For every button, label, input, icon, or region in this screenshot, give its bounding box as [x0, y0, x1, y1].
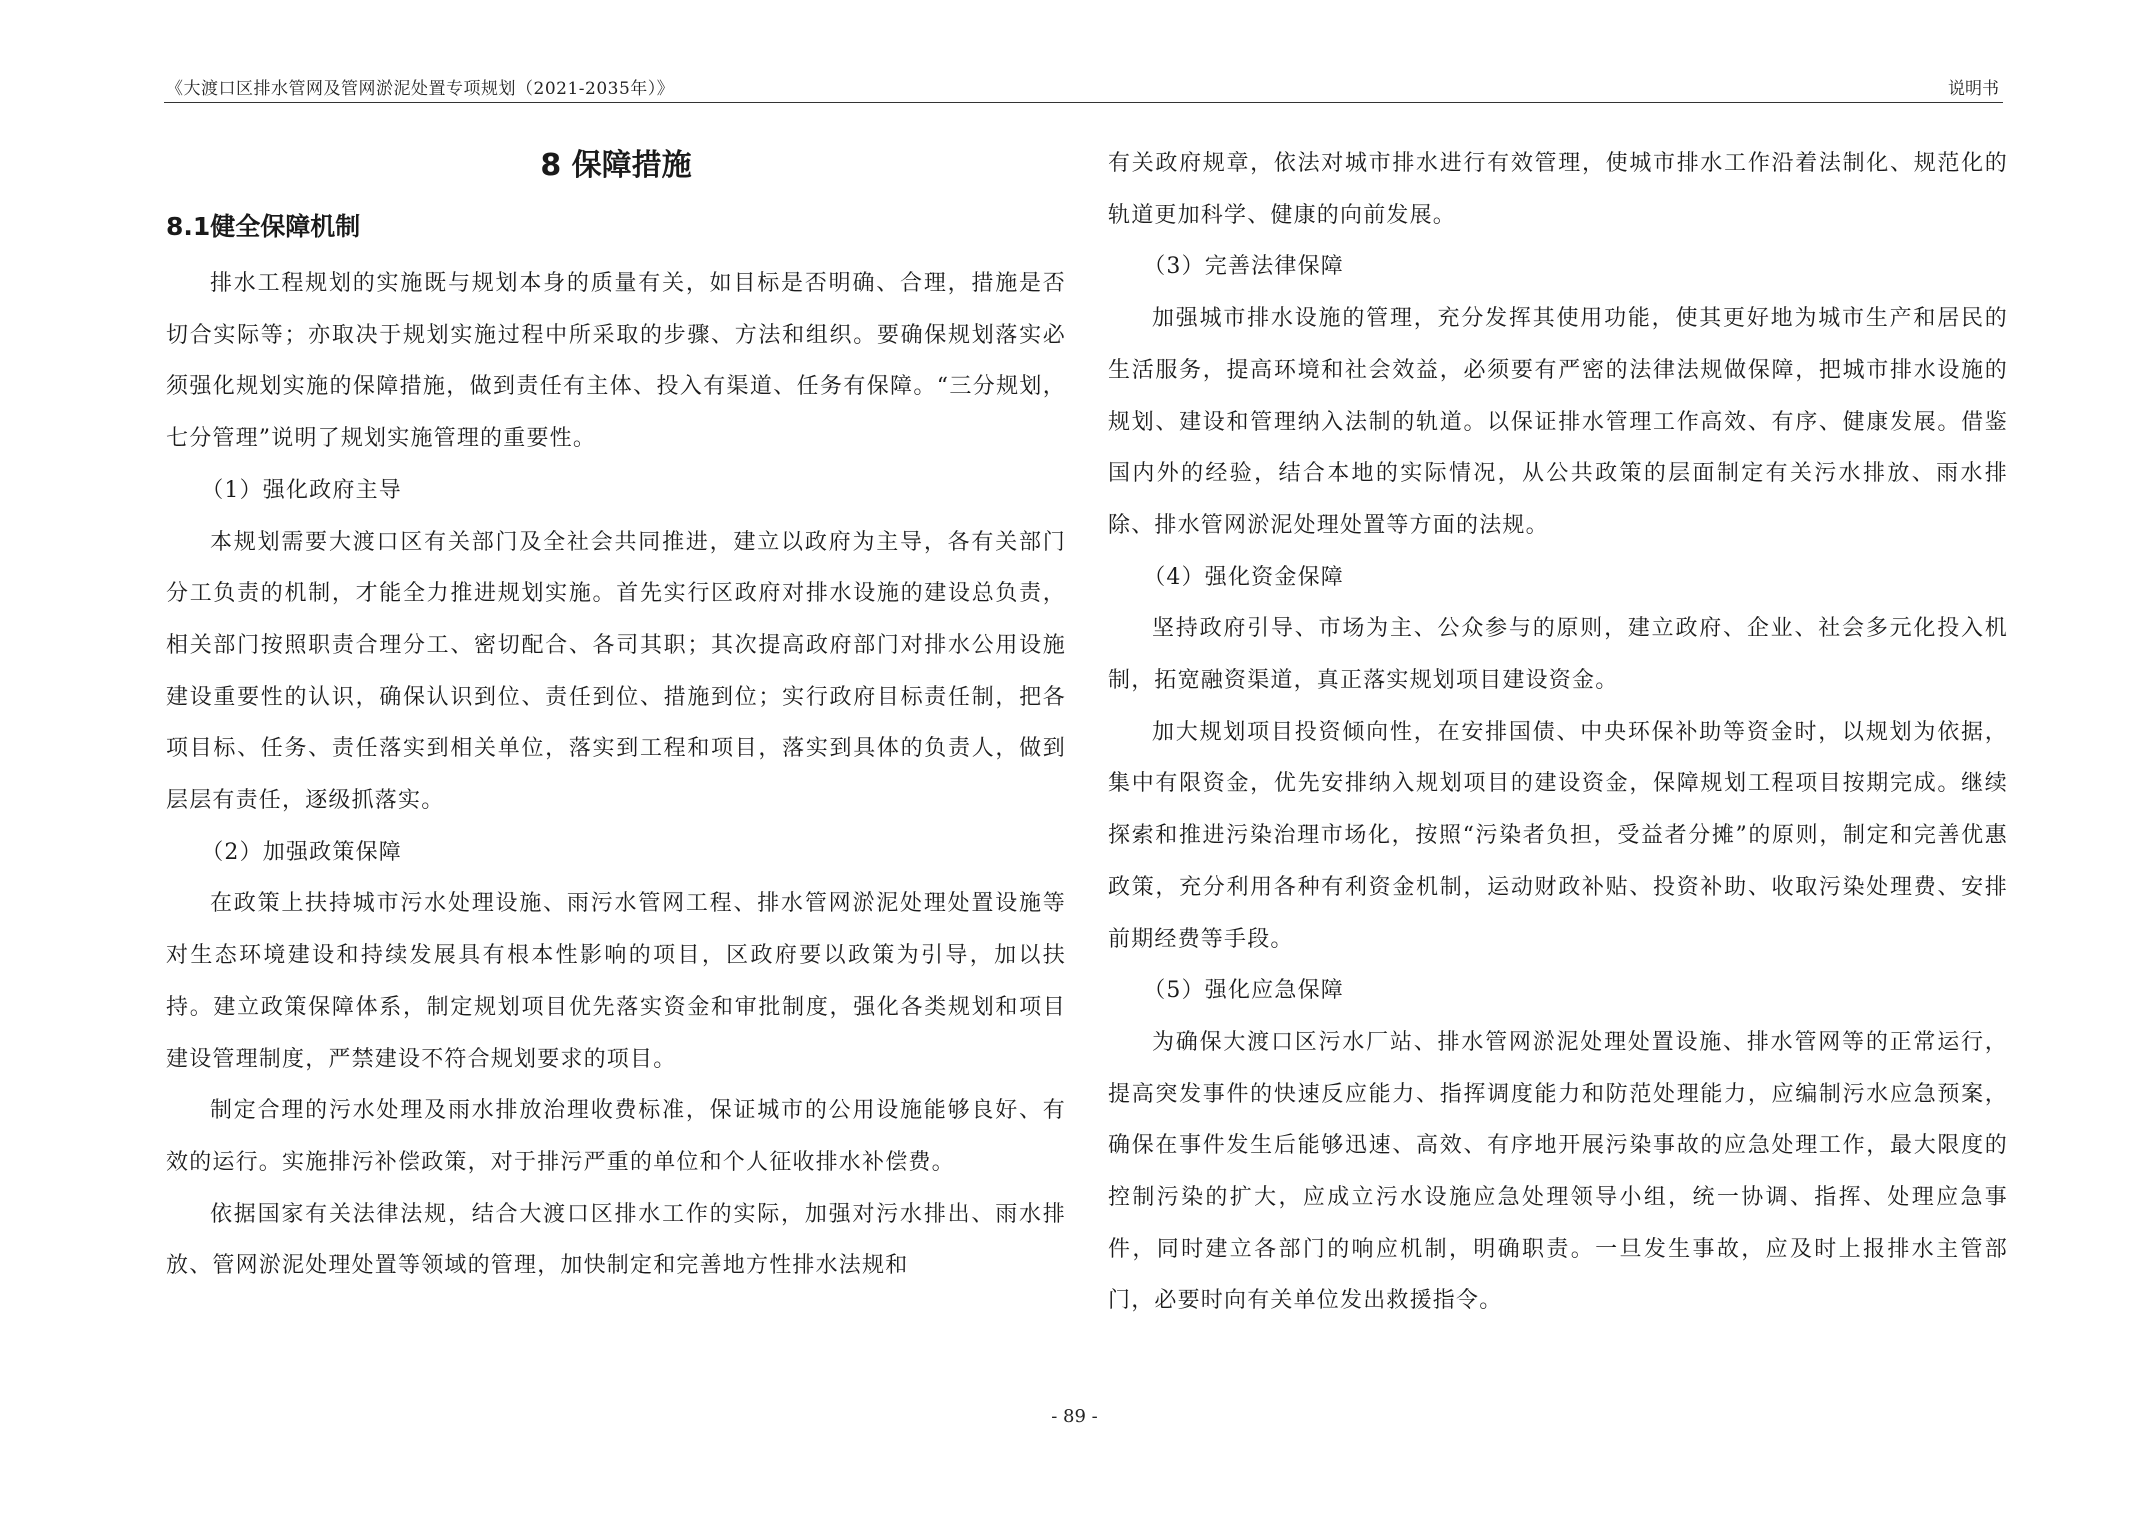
paragraph: 制定合理的污水处理及雨水排放治理收费标准，保证城市的公用设施能够良好、有效的运行。实施排污补偿政策，对于排污严重的单位和个人征收排水补偿费。	[166, 1098, 1066, 1175]
subsection-heading: （4）强化资金保障	[1143, 564, 1344, 590]
document-header-label: 说明书	[1948, 79, 1999, 99]
paragraph: 有关政府规章，依法对城市排水进行有效管理，使城市排水工作沿着法制化、规范化的轨道更加科学、健康的向前发展。	[1108, 151, 2008, 228]
paragraph: 排水工程规划的实施既与规划本身的质量有关，如目标是否明确、合理，措施是否切合实际等；亦取决于规划实施过程中所采取的步骤、方法和组织。要确保规划落实必须强化规划实施的保障措施，做到责任有主体、投入有渠道、任务有保障。“三分规划，七分管理”说明了规划实施管理的重要性。	[166, 271, 1066, 452]
right-column	[1108, 138, 2008, 1327]
subsection-heading: （5）强化应急保障	[1143, 978, 1344, 1004]
paragraph: 坚持政府引导、市场为主、公众参与的原则，建立政府、企业、社会多元化投入机制，拓宽融资渠道，真正落实规划项目建设资金。	[1108, 616, 2008, 694]
section-title: 8.1健全保障机制	[166, 212, 361, 241]
subsection-heading: （1）强化政府主导	[201, 477, 402, 503]
subsection-heading: （3）完善法律保障	[1143, 254, 1344, 280]
paragraph: 在政策上扶持城市污水处理设施、雨污水管网工程、排水管网淤泥处理处置设施等对生态环境建设和持续发展具有根本性影响的项目，区政府要以政策为引导，加以扶持。建立政策保障体系，制定规划项目优先落实资金和审批制度，强化各类规划和项目建设管理制度，严禁建设不符合规划要求的项目。	[166, 891, 1066, 1072]
page-number: - 89 -	[1051, 1406, 1098, 1427]
paragraph: 本规划需要大渡口区有关部门及全社会共同推进，建立以政府为主导，各有关部门分工负责的机制，才能全力推进规划实施。首先实行区政府对排水设施的建设总负责，相关部门按照职责合理分工、密切配合、各司其职；其次提高政府部门对排水公用设施建设重要性的认识，确保认识到位、责任到位、措施到位；实行政府目标责任制，把各项目标、任务、责任落实到相关单位，落实到工程和项目，落实到具体的负责人，做到层层有责任，逐级抓落实。	[166, 529, 1066, 814]
chapter-title: 8 保障措施	[540, 148, 692, 183]
paragraph: 加大规划项目投资倾向性，在安排国债、中央环保补助等资金时，以规划为依据，集中有限资金，优先安排纳入规划项目的建设资金，保障规划工程项目按期完成。继续探索和推进污染治理市场化，按照“污染者负担，受益者分摊”的原则，制定和完善优惠政策，充分利用各种有利资金机制，运动财政补贴、投资补助、收取污染处理费、安排前期经费等手段。	[1108, 719, 2008, 952]
paragraph: 依据国家有关法律法规，结合大渡口区排水工作的实际，加强对污水排出、雨水排放、管网淤泥处理处置等领域的管理，加快制定和完善地方性排水法规和	[166, 1201, 1066, 1279]
subsection-heading: （2）加强政策保障	[201, 839, 402, 865]
document-header-title: 《大渡口区排水管网及管网淤泥处置专项规划（2021-2035年）》	[166, 79, 675, 99]
paragraph: 加强城市排水设施的管理，充分发挥其使用功能，使其更好地为城市生产和居民的生活服务，提高环境和社会效益，必须要有严密的法律法规做保障，把城市排水设施的规划、建设和管理纳入法制的轨道。以保证排水管理工作高效、有序、健康发展。借鉴国内外的经验，结合本地的实际情况，从公共政策的层面制定有关污水排放、雨水排除、排水管网淤泥处理处置等方面的法规。	[1108, 306, 2008, 538]
header-divider	[164, 102, 2003, 103]
paragraph: 为确保大渡口区污水厂站、排水管网淤泥处理处置设施、排水管网等的正常运行，提高突发事件的快速反应能力、指挥调度能力和防范处理能力，应编制污水应急预案，确保在事件发生后能够迅速、高效、有序地开展污染事故的应急处理工作，最大限度的控制污染的扩大，应成立污水设施应急处理领导小组，统一协调、指挥、处理应急事件，同时建立各部门的响应机制，明确职责。一旦发生事故，应及时上报排水主管部门，必要时向有关单位发出救援指令。	[1108, 1029, 2008, 1314]
left-column	[166, 138, 1066, 1292]
